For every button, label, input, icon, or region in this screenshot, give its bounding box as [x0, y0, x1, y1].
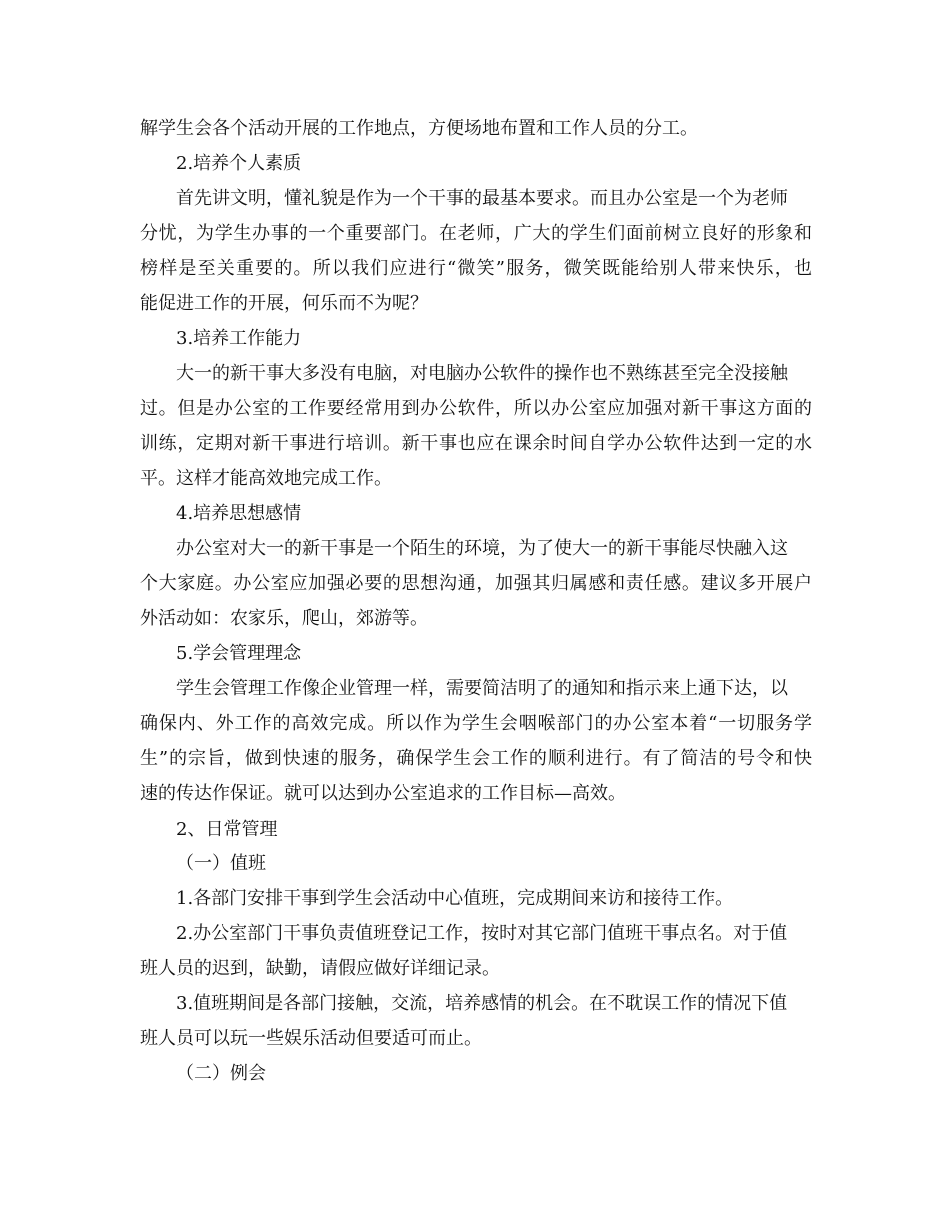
paragraph-line: 平。这样才能高效地完成工作。: [140, 468, 392, 489]
paragraph-line: 大一的新干事大多没有电脑，对电脑办公软件的操作也不熟练甚至完全没接触: [176, 363, 788, 384]
paragraph-line: 办公室对大一的新干事是一个陌生的环境，为了使大一的新干事能尽快融入这: [176, 538, 788, 559]
paragraph-line: 外活动如：农家乐，爬山，郊游等。: [140, 608, 428, 629]
section-heading: 3.培养工作能力: [176, 328, 302, 349]
section-heading: 2.培养个人素质: [176, 153, 302, 174]
section-heading: 2、日常管理: [176, 819, 278, 840]
paragraph-line: 班人员可以玩一些娱乐活动但要适可而止。: [140, 1028, 482, 1049]
subsection-heading: （一）值班: [176, 853, 266, 874]
section-heading: 4.培养思想感情: [176, 503, 302, 524]
paragraph-line: 2.办公室部门干事负责值班登记工作，按时对其它部门值班干事点名。对于值: [176, 923, 788, 944]
paragraph-line: 学生会管理工作像企业管理一样，需要简洁明了的通知和指示来上通下达，以: [176, 678, 788, 699]
paragraph-line: 3.值班期间是各部门接触，交流，培养感情的机会。在不耽误工作的情况下值: [176, 993, 788, 1014]
paragraph-line: 解学生会各个活动开展的工作地点，方便场地布置和工作人员的分工。: [140, 118, 698, 139]
paragraph-line: 确保内、外工作的高效完成。所以作为学生会咽喉部门的办公室本着“一切服务学: [140, 713, 812, 734]
subsection-heading: （二）例会: [176, 1063, 266, 1084]
paragraph-line: 速的传达作保证。就可以达到办公室追求的工作目标—高效。: [140, 783, 626, 804]
paragraph-line: 首先讲文明，懂礼貌是作为一个干事的最基本要求。而且办公室是一个为老师: [176, 188, 788, 209]
paragraph-line: 过。但是办公室的工作要经常用到办公软件，所以办公室应加强对新干事这方面的: [140, 398, 812, 419]
paragraph-line: 能促进工作的开展，何乐而不为呢？: [140, 293, 428, 314]
paragraph-line: 榜样是至关重要的。所以我们应进行“微笑”服务，微笑既能给别人带来快乐，也: [140, 258, 812, 279]
paragraph-line: 1.各部门安排干事到学生会活动中心值班，完成期间来访和接待工作。: [176, 888, 734, 909]
paragraph-line: 个大家庭。办公室应加强必要的思想沟通，加强其归属感和责任感。建议多开展户: [140, 573, 812, 594]
paragraph-line: 班人员的迟到，缺勤，请假应做好详细记录。: [140, 958, 500, 979]
section-heading: 5.学会管理理念: [176, 643, 302, 664]
paragraph-line: 分忧，为学生办事的一个重要部门。在老师，广大的学生们面前树立良好的形象和: [140, 223, 812, 244]
paragraph-line: 训练，定期对新干事进行培训。新干事也应在课余时间自学办公软件达到一定的水: [140, 433, 812, 454]
paragraph-line: 生”的宗旨，做到快速的服务，确保学生会工作的顺利进行。有了简洁的号令和快: [140, 748, 812, 769]
